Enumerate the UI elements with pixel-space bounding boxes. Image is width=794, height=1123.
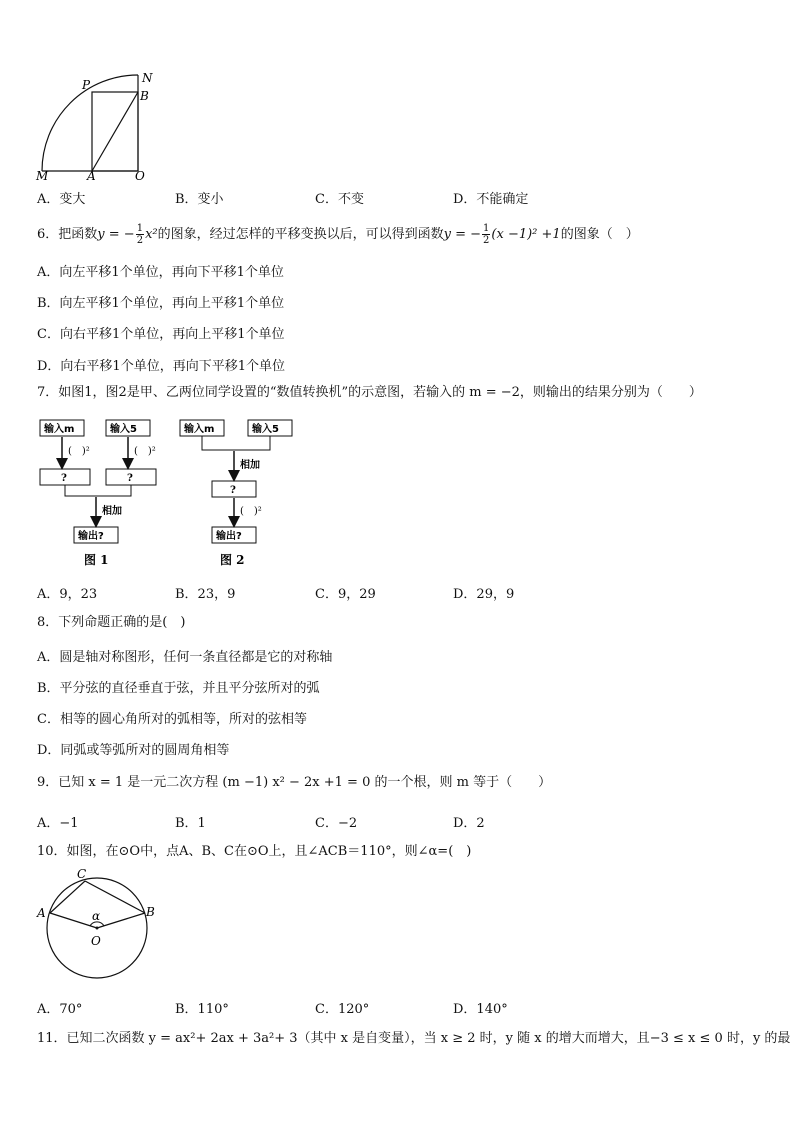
label-M: M [36,169,49,182]
label-B: B [146,905,155,919]
center-dot [96,927,99,930]
q8-option-c: C．相等的圆心角所对的弧相等，所对的弦相等 [37,712,307,727]
q9-option-c: C．−2 [315,816,358,831]
q6-option-c: C．向右平移1个单位，再向上平移1个单位 [37,327,285,342]
fig1-square-2: ( )² [134,446,156,457]
fig1-question-2: ? [127,473,133,484]
fig2-merge-line [202,436,270,450]
q5-option-b: B．变小 [175,192,224,207]
label-O: O [135,169,145,182]
chord-AC [50,881,85,913]
q9-stem: 9．已知 x = 1 是一元二次方程 (m −1) x² − 2x +1 = 0 的一个根，则 m 等于（ ） [37,775,552,790]
q6-middle: 的图象，经过怎样的平移变换以后，可以得到函数 [157,227,444,242]
fig1-caption: 图 1 [84,553,109,567]
q6-frac2 [482,223,490,246]
q7-option-d: D．29，9 [453,587,515,602]
q10-option-b: B．110° [175,1002,229,1017]
q6-prefix: 6．把函数 [37,227,98,242]
q5-figure [30,72,160,182]
q6-frac1-num: 1 [136,223,144,234]
q7-option-c: C．9，29 [315,587,376,602]
q8-option-d: D．同弧或等弧所对的圆周角相等 [37,743,230,758]
q6-y2: y = − [443,227,482,242]
q7-figure [38,418,308,568]
fig1-merge-line [65,485,131,496]
label-C: C [77,868,87,881]
fig2-add: 相加 [240,460,260,471]
fig2-square: ( )² [240,506,262,517]
q6-expr2: (x −1)² +1 [491,227,561,242]
q10-stem: 10．如图，在⊙O中，点A、B、C在⊙O上，且∠ACB＝110°，则∠α=( ) [37,844,472,859]
label-N: N [142,72,153,85]
q10-figure [35,868,165,988]
q9-option-b: B．1 [175,816,206,831]
q6-option-d: D．向右平移1个单位，再向下平移1个单位 [37,359,285,374]
q6-frac1 [136,223,144,246]
fig2-input-5: 输入5 [252,424,279,435]
diagonal-AB [92,92,138,171]
label-O: O [91,934,101,948]
label-A: A [87,169,96,182]
q6-suffix: 的图象（ ） [560,227,639,242]
q6-x2: x² [145,227,158,242]
q6-option-b: B．向左平移1个单位，再向上平移1个单位 [37,296,285,311]
fig2-caption: 图 2 [220,553,245,567]
q6-frac2-num: 1 [483,223,490,234]
label-P: P [82,78,91,92]
q11-stem: 11．已知二次函数 y = ax²+ 2ax + 3a²+ 3（其中 x 是自变量），当 x ≥ 2 时，y 随 x 的增大而增大，且−3 ≤ x ≤ 0 时，y 的最 [37,1031,791,1046]
q10-option-d: D．140° [453,1002,508,1017]
q6-stem [37,223,639,246]
q8-stem: 8．下列命题正确的是( ) [37,615,186,630]
fig1-output: 输出? [78,531,104,542]
q5-option-c: C．不变 [315,192,364,207]
fig1-add: 相加 [102,506,122,517]
q9-option-d: D．2 [453,816,485,831]
fig1-input-m: 输入m [44,424,75,435]
q6-y1: y = − [97,227,135,242]
q8-option-b: B．平分弦的直径垂直于弦，并且平分弦所对的弧 [37,681,320,696]
q10-option-c: C．120° [315,1002,370,1017]
label-alpha: α [92,909,101,923]
q9-option-a: A．−1 [37,816,79,831]
q7-option-a: A．9，23 [37,587,98,602]
label-A: A [37,906,46,920]
q6-frac1-den: 2 [136,235,144,246]
fig2-question: ? [230,485,236,496]
q6-frac2-den: 2 [483,235,490,246]
fig1-question-1: ? [61,473,67,484]
q8-option-a: A．圆是轴对称图形，任何一条直径都是它的对称轴 [37,650,333,665]
fig2-output: 输出? [216,531,242,542]
label-B: B [140,89,149,103]
q5-option-a: A．变大 [37,192,86,207]
q5-option-d: D．不能确定 [453,192,529,207]
q6-option-a: A．向左平移1个单位，再向下平移1个单位 [37,265,284,280]
q10-option-a: A．70° [37,1002,83,1017]
fig1-square-1: ( )² [68,446,90,457]
fig1-input-5: 输入5 [110,424,137,435]
q7-option-b: B．23，9 [175,587,236,602]
q7-stem: 7．如图1，图2是甲、乙两位同学设置的“数值转换机”的示意图，若输入的 m = −2，则输出的结果分别为（ ） [37,385,702,400]
fig2-input-m: 输入m [184,424,215,435]
